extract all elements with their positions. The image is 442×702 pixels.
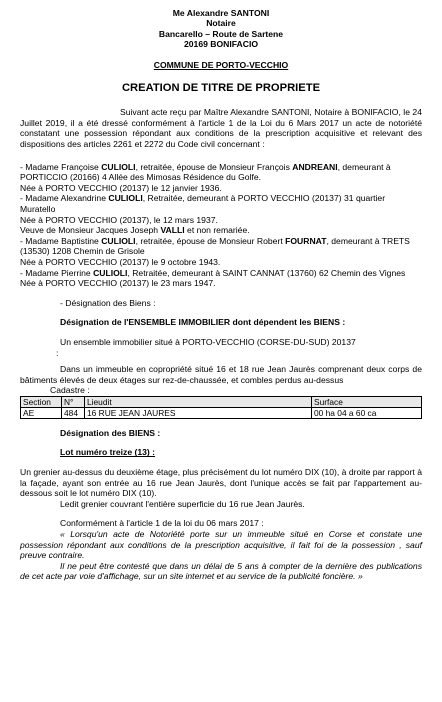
owner-pierrine-surname: CULIOLI xyxy=(93,267,128,278)
owner-francoise-surname: CULIOLI xyxy=(101,161,136,172)
cadastre-header-number: N° xyxy=(62,396,85,407)
owner-francoise-prefix: - Madame Françoise xyxy=(20,161,102,172)
owner-pierrine xyxy=(20,268,422,279)
owner-alexandrine-birth: Née à PORTO VECCHIO (20137), le 12 mars 1937. xyxy=(20,214,218,225)
owner-francoise-spouse: ANDREANI xyxy=(292,161,338,172)
designation-ensemble-heading: Désignation de l'ENSEMBLE IMMOBILIER dont dépendent les BIENS : xyxy=(60,317,346,328)
owner-alexandrine xyxy=(20,193,422,214)
lot-covers: Ledit grenier couvrant l'entière superficie du 16 rue Jean Jaurès. xyxy=(60,498,305,509)
cadastre-table xyxy=(20,396,422,419)
owner-alexandrine-widow-suffix: et non remariée. xyxy=(184,225,250,236)
owner-pierrine-prefix: - Madame Pierrine xyxy=(20,267,94,278)
owner-pierrine-birth: Née à PORTO VECCHIO (20137) le 23 mars 1947. xyxy=(20,278,216,289)
owner-alexandrine-prefix: - Madame Alexandrine xyxy=(20,193,109,204)
designation-biens-label: - Désignation des Biens : xyxy=(60,297,156,308)
notary-city: 20169 BONIFACIO xyxy=(183,39,259,50)
lot-description: Un grenier au-dessus du deuxième étage, plus précisément du lot numéro DIX (10), à droite par rapport à la façade, ayant son entrée au 16 rue Jean Jaurès, dont l'unique accès se fait par l'appartement au-dessous soit le lot numéro DIX (10). xyxy=(20,467,422,499)
notary-address: Bancarello – Route de Sartene xyxy=(158,28,284,39)
law-intro: Conformément à l'article 1 de la loi du 06 mars 2017 : xyxy=(60,518,264,529)
law-quote-2: Il ne peut être contesté que dans un délai de 5 ans à compter de la dernière des publications de cet acte par voie d'affichage, sur un site internet et au service de la publicité foncière. » xyxy=(20,560,422,582)
notary-name: Me Alexandre SANTONI xyxy=(172,8,270,18)
ensemble-colon: : xyxy=(56,347,59,358)
owner-francoise-mid: , retraitée, épouse de Monsieur François xyxy=(135,161,293,172)
owner-alexandrine-widow-prefix: Veuve de Monsieur Jacques Joseph xyxy=(20,225,161,236)
owners-list xyxy=(20,162,422,289)
cadastre-cell-lieudit: 16 RUE JEAN JAURES xyxy=(85,407,312,418)
owner-baptistine-birth: Née à PORTO VECCHIO (20137) le 9 octobre 1943. xyxy=(20,256,221,267)
owner-alexandrine-widow-name: VALLI xyxy=(160,225,185,236)
cadastre-cell-surface: 00 ha 04 a 60 ca xyxy=(312,407,422,418)
owner-baptistine-address: , demeurant à TRETS (13530) 1208 Chemin de Grisole xyxy=(20,235,410,257)
cadastre-header-row xyxy=(21,396,422,407)
designation-biens-heading: Désignation des BIENS : xyxy=(60,427,161,438)
owner-baptistine-spouse: FOURNAT xyxy=(285,235,327,246)
owner-baptistine xyxy=(20,236,422,257)
owner-alexandrine-widow xyxy=(20,225,422,236)
cadastre-header-surface: Surface xyxy=(312,396,422,407)
notary-role: Notaire xyxy=(206,18,236,29)
lot-title: Lot numéro treize (13) : xyxy=(60,447,156,458)
cadastre-cell-section: AE xyxy=(21,407,62,418)
owner-francoise-birth: Née à PORTO VECCHIO (20137) le 12 janvier 1936. xyxy=(20,182,222,193)
owner-alexandrine-address: , Retraitée, demeurant à PORTO VECCHIO (20137) 31 quartier Muratello xyxy=(20,193,386,214)
owner-francoise xyxy=(20,162,422,183)
owner-alexandrine-surname: CULIOLI xyxy=(108,193,143,204)
owner-francoise-address: , demeurant à PORTICCIO (20166) 4 Allée des Mimosas Résidence du Golfe. xyxy=(20,161,391,183)
cadastre-cell-number: 484 xyxy=(62,407,85,418)
owner-baptistine-surname: CULIOLI xyxy=(101,235,136,246)
law-quote-1: « Lorsqu'un acte de Notoriété porte sur un immeuble situé en Corse et constate une possession répondant aux conditions de la prescription acquisitive, il fait foi de la possession , sauf preuve contraire. xyxy=(20,529,422,561)
cadastre-header-lieudit: Lieudit xyxy=(85,396,312,407)
owner-baptistine-prefix: - Madame Baptistine xyxy=(20,235,102,246)
page-title: CREATION DE TITRE DE PROPRIETE xyxy=(121,82,321,95)
table-row xyxy=(21,407,422,418)
intro-paragraph: Suivant acte reçu par Maître Alexandre SANTONI, Notaire à BONIFACIO, le 24 Juillet 2019, il a été dressé conformément à l'article 1 de la Loi du 6 Mars 2017 un acte de notoriété constatant une possession répondant aux conditions de la prescription acquisitive et relevant des dispositions des articles 2261 et 2272 du Code civil concernant : xyxy=(20,107,422,149)
cadastre-header-section: Section xyxy=(21,396,62,407)
ensemble-description: Un ensemble immobilier situé à PORTO-VECCHIO (CORSE-DU-SUD) 20137 xyxy=(60,336,356,347)
immeuble-description: Dans un immeuble en copropriété situé 16 et 18 rue Jean Jaurès comprenant deux corps de bâtiments élevés de deux étages sur rez-de-chaussée, et combles perdus au-dessus xyxy=(20,364,422,385)
cadastre-label: Cadastre : xyxy=(50,385,90,396)
owner-pierrine-address: , Retraitée, demeurant à SAINT CANNAT (13760) 62 Chemin des Vignes xyxy=(127,267,406,278)
owner-baptistine-mid: , retraitée, épouse de Monsieur Robert xyxy=(135,235,286,246)
notary-header xyxy=(20,8,422,50)
commune-heading: COMMUNE DE PORTO-VECCHIO xyxy=(153,59,289,70)
